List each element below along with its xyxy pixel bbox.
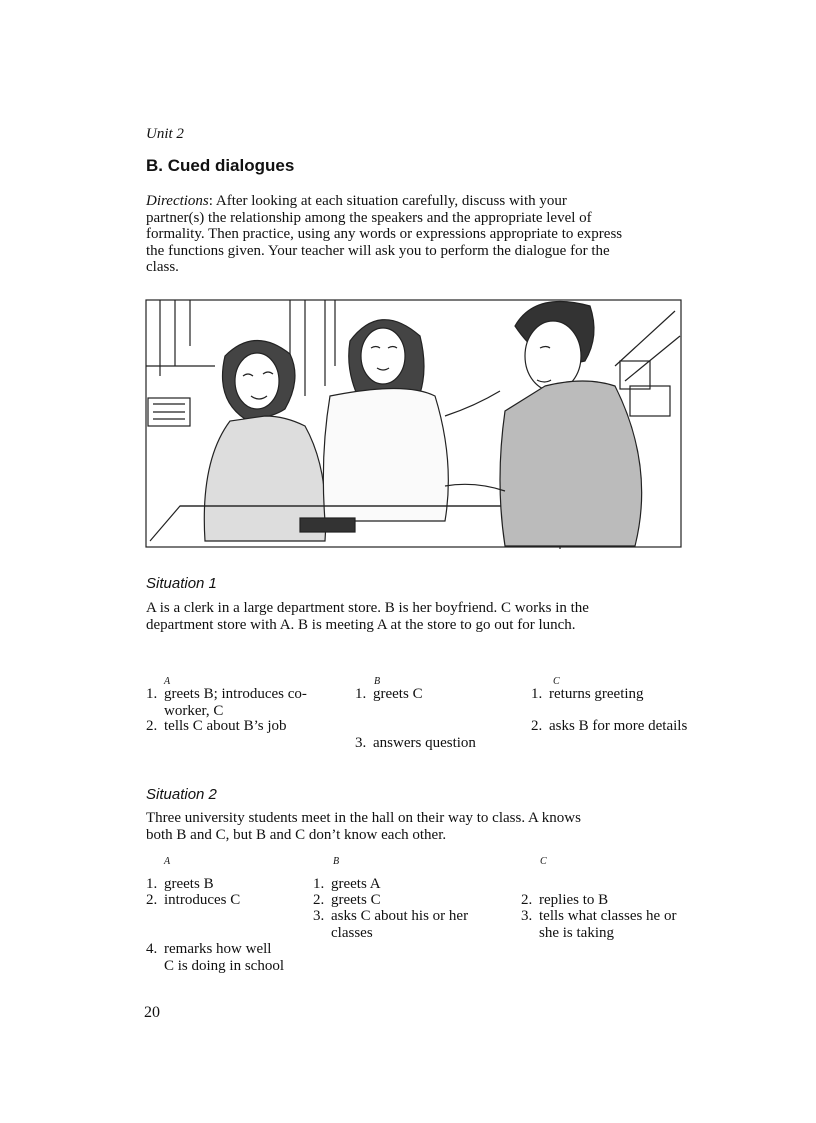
situation-2-title: Situation 2	[146, 786, 217, 803]
item-number: 4.	[146, 941, 158, 957]
situation-1-c-item-2	[531, 718, 721, 735]
situation-2-b-item-1	[313, 876, 503, 893]
department-store-scene-illustration	[145, 286, 682, 550]
situation-1-header-a: A	[164, 676, 171, 687]
item-number: 2.	[146, 718, 158, 734]
item-text: introduces C	[164, 892, 241, 908]
item-number: 3.	[521, 908, 533, 924]
situation-2-header-a: A	[164, 856, 171, 867]
situation-2-header-b: B	[333, 856, 340, 867]
directions-text: : After looking at each situation carefully, discuss with your partner(s) the relationship among the speakers and the appropriate level of formality. Then practice, using any words or expressions appropriate to express the functions given. Your teacher will ask you to perform the dialogue for the class.	[146, 193, 623, 275]
item-number: 2.	[531, 718, 543, 734]
situation-1-b-item-3	[355, 735, 515, 752]
item-text: answers question	[373, 735, 476, 751]
situation-2-a-item-2	[146, 892, 301, 909]
item-text: tells what classes he or she is taking	[539, 908, 677, 941]
item-text: greets B	[164, 876, 214, 892]
situation-2-c-item-3	[521, 908, 711, 941]
situation-2-b-item-3	[313, 908, 503, 941]
section-title: B. Cued dialogues	[146, 156, 295, 175]
situation-2-b-item-2	[313, 892, 503, 909]
item-number: 3.	[313, 908, 325, 924]
item-text: greets A	[331, 876, 381, 892]
cash-register-icon	[148, 398, 190, 426]
unit-label: Unit 2	[146, 126, 184, 142]
directions-label: Directions	[146, 193, 209, 209]
item-number: 2.	[313, 892, 325, 908]
situation-2-c-item-2	[521, 892, 711, 909]
item-text: greets B; introduces co-worker, C	[164, 686, 307, 719]
escalator-background-icon	[615, 311, 680, 416]
situation-1-b-item-1	[355, 686, 515, 703]
situation-1-title: Situation 1	[146, 575, 217, 592]
item-text: replies to B	[539, 892, 609, 908]
item-text: tells C about B’s job	[164, 718, 287, 734]
situation-1-c-item-1	[531, 686, 721, 703]
item-number: 1.	[146, 686, 158, 702]
situation-1-header-c: C	[553, 676, 560, 687]
item-number: 2.	[521, 892, 533, 908]
situation-2-a-item-1	[146, 876, 301, 893]
situation-1-description: A is a clerk in a large department store. B is her boyfriend. C works in the department store with A. B is meeting A at the store to go out for lunch.	[146, 600, 589, 633]
item-text: asks C about his or her classes	[331, 908, 469, 941]
item-number: 1.	[355, 686, 367, 702]
situation-1-header-b: B	[374, 676, 381, 687]
item-text: remarks how well C is doing in school	[164, 941, 285, 974]
situation-1-a-item-2	[146, 718, 341, 735]
situation-2-description: Three university students meet in the hall on their way to class. A knows both B and C, but B and C don’t know each other.	[146, 810, 581, 843]
item-number: 1.	[313, 876, 325, 892]
item-number: 2.	[146, 892, 158, 908]
item-text: greets C	[331, 892, 381, 908]
situation-2-a-item-4	[146, 941, 301, 974]
situation-2-header-c: C	[540, 856, 547, 867]
page-number: 20	[144, 1004, 160, 1021]
situation-1-a-item-1	[146, 686, 341, 719]
item-text: greets C	[373, 686, 423, 702]
item-number: 1.	[146, 876, 158, 892]
woman-clerk-figure	[323, 320, 500, 521]
man-figure	[445, 302, 642, 547]
item-number: 3.	[355, 735, 367, 751]
woman-customer-figure	[204, 340, 326, 541]
item-text: returns greeting	[549, 686, 644, 702]
directions-paragraph	[146, 193, 626, 276]
item-text: asks B for more details	[549, 718, 688, 734]
item-number: 1.	[531, 686, 543, 702]
